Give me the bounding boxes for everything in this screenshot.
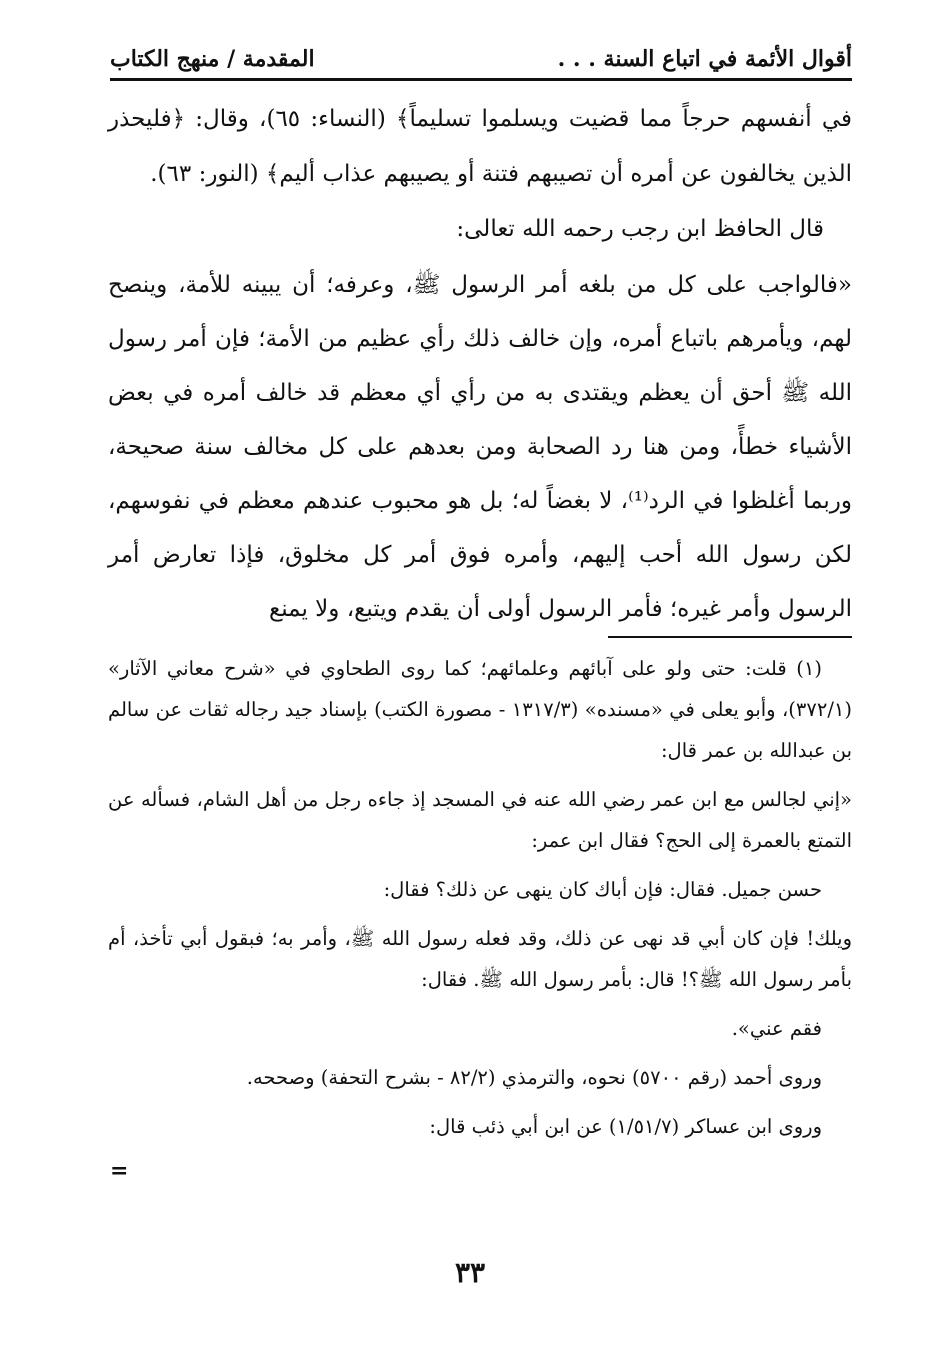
intro-paragraph: قال الحافظ ابن رجب رحمه الله تعالى:: [456, 216, 824, 242]
footnote-dialogue-2: ويلك! فإن كان أبي قد نهى عن ذلك، وقد فعله رسول الله ﷺ، وأمر به؛ فبقول أبي تأخذ، أم بأمر رسول الله ﷺ؟! قال: بأمر رسول الله ﷺ. فقال:: [108, 927, 852, 991]
page-number: ٣٣: [454, 1256, 486, 1289]
footnote-dialogue-1: حسن جميل. فقال: فإن أباك كان ينهى عن ذلك؟ فقال:: [383, 878, 822, 901]
footnotes: [108, 648, 852, 1147]
footnote-divider: [608, 636, 852, 638]
footnote-ahmad: وروى أحمد (رقم ٥٧٠٠) نحوه، والترمذي (٨٢/٢ - بشرح التحفة) وصححه.: [246, 1066, 822, 1089]
footnote-dialogue-3: فقم عني».: [731, 1017, 822, 1040]
header-chapter-title: المقدمة / منهج الكتاب: [110, 46, 315, 72]
footnote-ibn-asakir: وروى ابن عساكر (١/٥١/٧) عن ابن أبي ذئب قال:: [429, 1115, 822, 1138]
main-text: [108, 92, 852, 636]
header-section-title: أقوال الأئمة في اتباع السنة . . .: [557, 46, 852, 72]
quran-verse-paragraph: في أنفسهم حرجاً مما قضيت ويسلموا تسليماً﴾ (النساء: ٦٥)، وقال: ﴿فليحذر الذين يخالفون عن أمره أن تصيبهم فتنة أو يصيبهم عذاب أليم﴾ (النور: ٦٣).: [108, 106, 852, 187]
quote-paragraph: «فالواجب على كل من بلغه أمر الرسول ﷺ، وعرفه؛ أن يبينه للأمة، وينصح لهم، ويأمرهم باتباع أمره، وإن خالف ذلك رأي عظيم من الأمة؛ فإن أمر رسول الله ﷺ أحق أن يعظم ويقتدى به من رأي أي معظم قد خالف أمره في بعض الأشياء خطأً، ومن هنا رد الصحابة ومن بعدهم على كل مخالف سنة صحيحة، وربما أغلظوا في الرد⁽¹⁾، لا بغضاً له؛ بل هو محبوب عندهم معظم في نفوسهم، لكن رسول الله أحب إليهم، وأمره فوق أمر كل مخلوق، فإذا تعارض أمر الرسول وأمر غيره؛ فأمر الرسول أولى أن يقدم ويتبع، ولا يمنع: [108, 272, 852, 622]
header-divider: [110, 78, 852, 81]
footnote-quote: «إني لجالس مع ابن عمر رضي الله عنه في المسجد إذ جاءه رجل من أهل الشام، فسأله عن التمتع بالعمرة إلى الحج؟ فقال ابن عمر:: [108, 788, 852, 852]
footnote-1: (١) قلت: حتى ولو على آبائهم وعلمائهم؛ كما روى الطحاوي في «شرح معاني الآثار» (٣٧٢/١)، وأبو يعلى في «مسنده» (١٣١٧/٣ - مصورة الكتب) بإسناد جيد رجاله ثقات عن سالم بن عبدالله بن عمر قال:: [108, 657, 852, 762]
running-header: [110, 42, 852, 76]
continuation-mark: =: [110, 1158, 129, 1184]
